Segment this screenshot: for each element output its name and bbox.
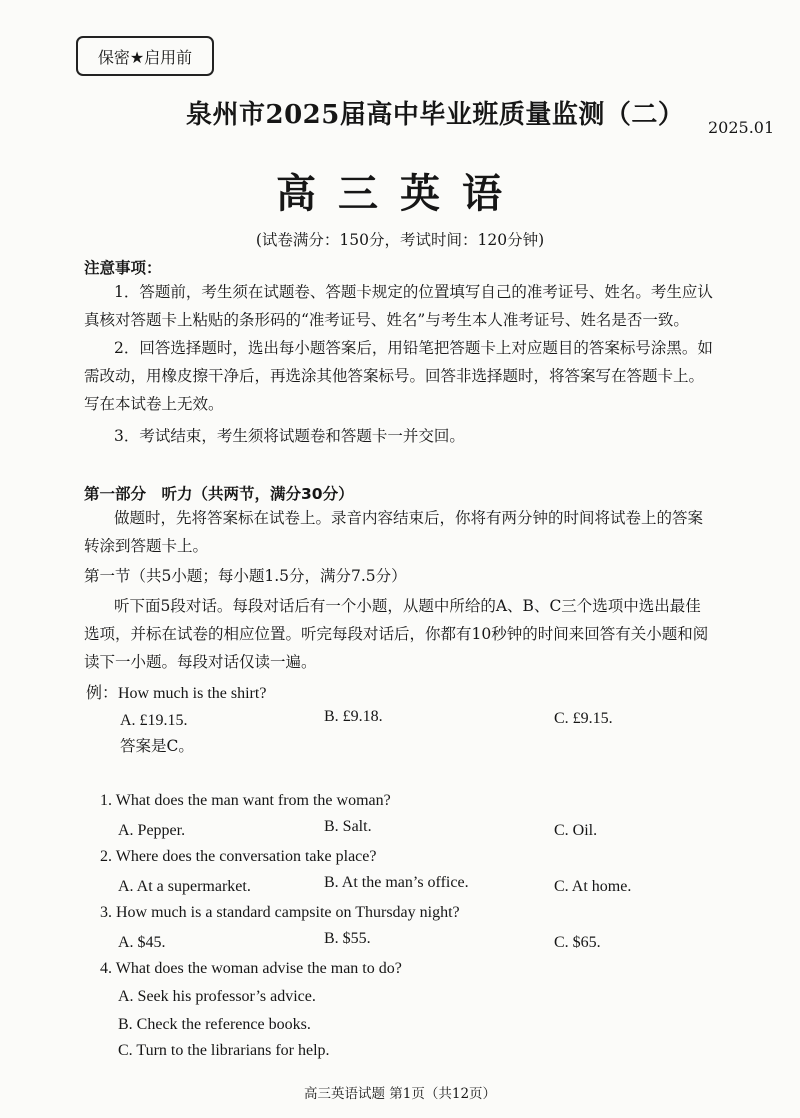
question-3: 3. How much is a standard campsite on Thursday night? [100,904,460,921]
question-4: 4. What does the woman advise the man to do? [100,960,402,977]
notice-item-3-line-1: 3．考试结束，考生须将试题卷和答题卡一并交回。 [114,427,465,445]
question-2-option-b: B. At the man’s office. [324,874,469,891]
confidential-stamp [76,36,214,76]
example-answer-text: 答案是C。 [120,737,194,755]
subject-title: 高三英语 [276,170,524,217]
question-4-option-b: B. Check the reference books. [118,1016,311,1033]
notice-item-2-line-1: 2．回答选择题时，选出每小题答案后，用铅笔把答题卡上对应题目的答案标号涂黑。如 [114,339,713,357]
notice-item-2-line-3: 写在本试卷上无效。 [84,395,224,413]
question-2-option-a: A. At a supermarket. [118,878,251,895]
score-info: (试卷满分：150分，考试时间：120分钟) [255,231,545,249]
part1-heading: 第一部分 听力（共两节，满分30分） [84,485,354,503]
example-question: 例：How much is the shirt? [86,685,267,702]
question-3-option-c: C. $65. [554,934,601,951]
section1-heading [84,562,407,590]
part1-intro-line-2: 转涂到答题卡上。 [84,537,209,555]
notice-item-2 [84,334,713,418]
part1-intro-line-1: 做题时，先将答案标在试卷上。录音内容结束后，你将有两分钟的时间将试卷上的答案 [114,509,704,527]
notice-item-3 [84,422,465,450]
question-1-option-c: C. Oil. [554,822,598,839]
example-answer [120,732,194,760]
exam-title: 泉州市2025届高中毕业班质量监测（二） [186,100,685,130]
question-4-option-a: A. Seek his professor’s advice. [118,988,316,1005]
question-4-option-c: C. Turn to the librarians for help. [118,1042,330,1059]
example-option-c: C. £9.15. [554,710,613,727]
question-3-option-b: B. $55. [324,930,371,947]
example-option-a: A. £19.15. [120,712,188,729]
question-1: 1. What does the man want from the woman? [100,792,391,809]
part1-intro [84,504,703,560]
notice-item-1 [84,278,713,334]
exam-date: 2025.01 [708,118,775,137]
section1-intro-line-3: 读下一小题。每段对话仅读一遍。 [84,653,317,671]
example-option-b: B. £9.18. [324,708,383,725]
stamp-text: 保密★启用前 [97,47,193,67]
page-footer: 高三英语试题 第1页（共12页） [303,1086,497,1102]
notice-heading: 注意事项： [84,259,162,277]
section1-intro-line-1: 听下面5段对话。每段对话后有一个小题，从题中所给的A、B、C三个选项中选出最佳 [114,597,701,615]
notice-item-2-line-2: 需改动，用橡皮擦干净后，再选涂其他答案标号。回答非选择题时，将答案写在答题卡上。 [84,367,705,385]
section1-heading-text: 第一节（共5小题；每小题1.5分，满分7.5分） [84,567,407,585]
section1-intro [84,592,708,676]
question-3-option-a: A. $45. [118,934,166,951]
notice-item-1-line-2: 真核对答题卡上粘贴的条形码的“准考证号、姓名”与考生本人准考证号、姓名是否一致。 [84,311,689,329]
question-2-option-c: C. At home. [554,878,632,895]
question-2: 2. Where does the conversation take place? [100,848,377,865]
question-1-option-a: A. Pepper. [118,822,186,839]
question-1-option-b: B. Salt. [324,818,372,835]
section1-intro-line-2: 选项，并标在试卷的相应位置。听完每段对话后，你都有10秒钟的时间来回答有关小题和阅 [84,625,709,643]
notice-item-1-line-1: 1．答题前，考生须在试题卷、答题卡规定的位置填写自己的准考证号、姓名。考生应认 [114,283,713,301]
